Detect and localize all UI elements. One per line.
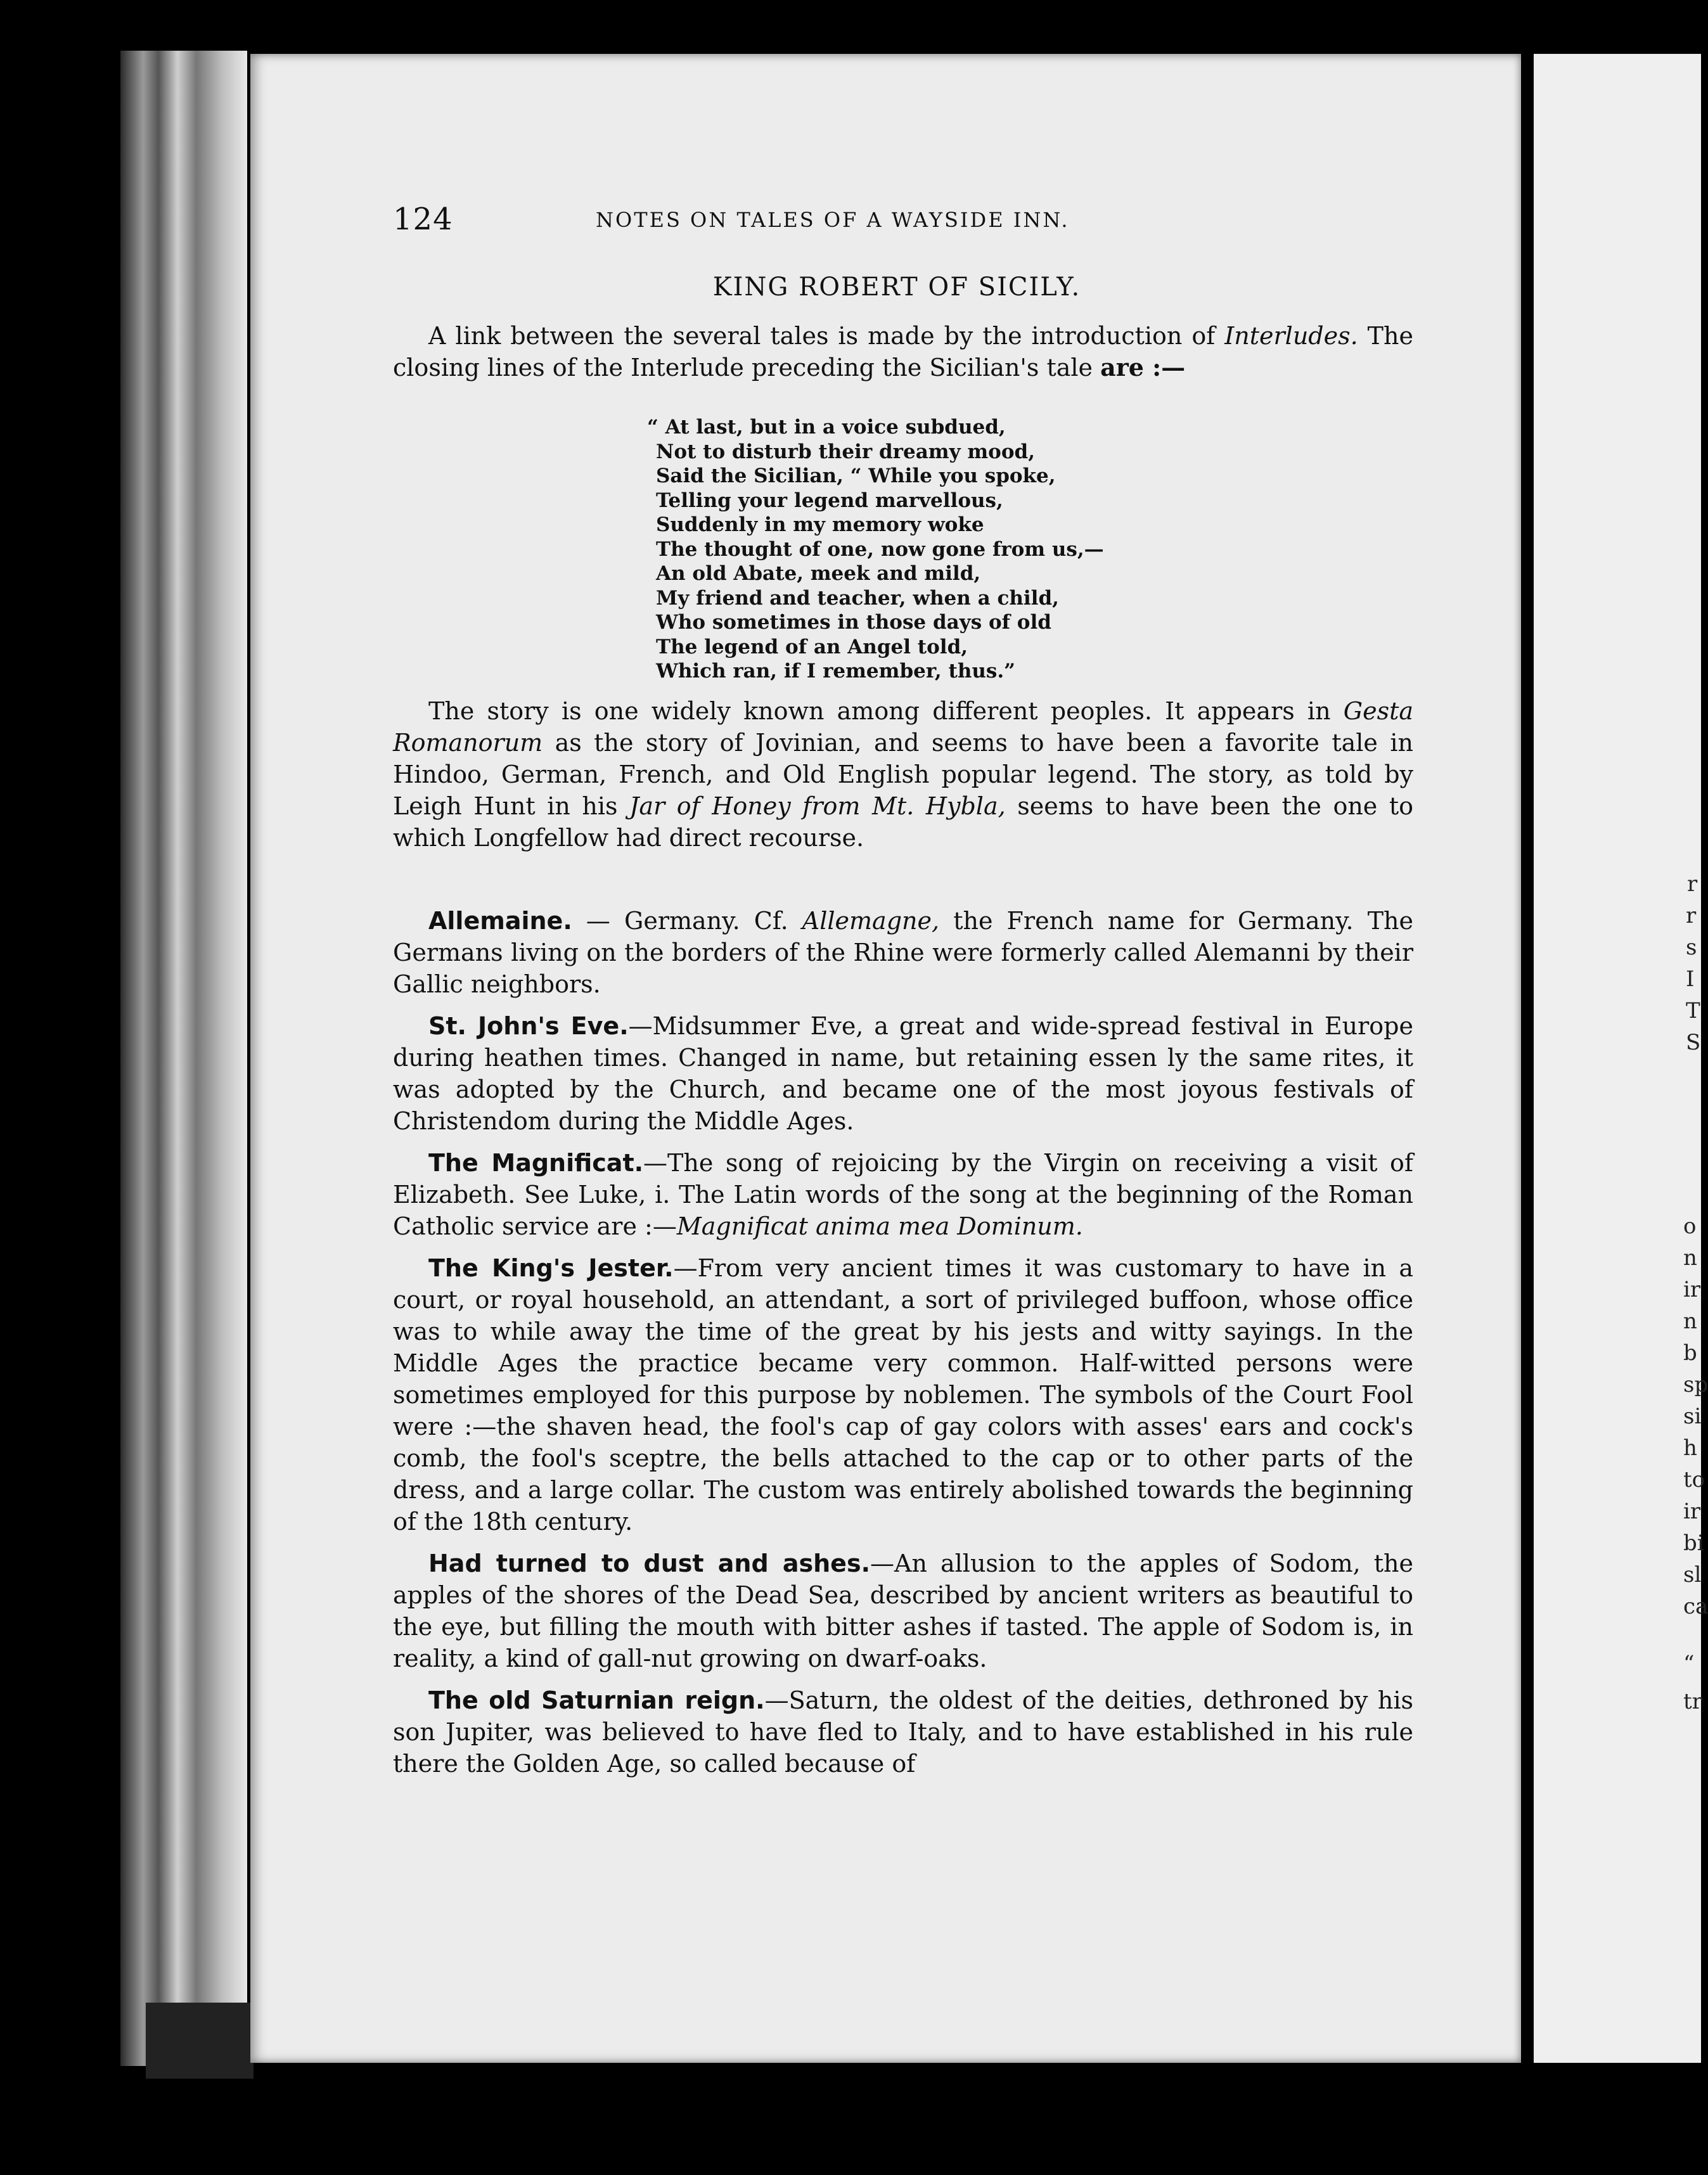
glossary-text: —Saturn, the oldest of the deities, dethroned by his son Jupiter, was believed to have fled to Italy, and to have established in his rule there the Golden Age, so called because of	[393, 1686, 1413, 1778]
next-page-fragment: n	[1683, 1245, 1697, 1271]
verse-line: Telling your legend marvellous,	[656, 489, 1003, 512]
running-header	[393, 202, 1185, 240]
glossary-term: Allemaine.	[428, 907, 572, 935]
glossary-notes	[393, 905, 1413, 1790]
verse-line: Which ran, if I remember, thus.”	[656, 660, 1015, 683]
glossary-entry-st-johns-eve	[393, 1010, 1413, 1137]
verse-line: The thought of one, now gone from us,—	[656, 537, 1104, 561]
glossary-entry-allemaine	[393, 905, 1413, 1000]
next-page-fragment: s	[1686, 935, 1697, 960]
story-paragraph	[393, 695, 1413, 854]
glossary-text: —The song of rejoicing by the Virgin on receiving a visit of Elizabeth. See Luke, i. The Latin words of the song at the beginning of the Roman Catholic service are :—	[393, 1149, 1413, 1240]
story-italic: Gesta Romanorum	[393, 697, 1413, 757]
verse-line: The legend of an Angel told,	[656, 635, 968, 658]
glossary-entry-kings-jester	[393, 1252, 1413, 1537]
verse-line: “ At last, but in a voice subdued,	[647, 416, 1006, 439]
next-page-fragment: n	[1683, 1309, 1697, 1334]
next-page-fragment: I	[1686, 966, 1695, 992]
glossary-italic: Magnificat anima mea Dominum.	[676, 1212, 1083, 1240]
next-page-fragment: ca	[1683, 1594, 1708, 1619]
glossary-text: the French name for Germany. The Germans living on the borders of the Rhine were formerly called Alemanni by their Gallic neighbors.	[393, 907, 1413, 998]
verse-line: Said the Sicilian, “ While you spoke,	[656, 465, 1056, 487]
glossary-text: —An allusion to the apples of Sodom, the apples of the shores of the Dead Sea, described by ancient writers as beautiful to the eye, but filling the mouth with bitter ashes if tasted. The apple of Sodom is, in reality, a kind of gall-nut growing on dwarf-oaks.	[393, 1549, 1414, 1672]
glossary-entry-magnificat	[393, 1147, 1413, 1242]
intro-italic: Interludes.	[1224, 322, 1358, 350]
next-page-fragment: to	[1683, 1467, 1705, 1492]
next-page-fragment: S	[1686, 1030, 1701, 1055]
section-title: KING ROBERT OF SICILY.	[712, 273, 1081, 302]
glossary-entry-dust-and-ashes	[393, 1548, 1413, 1674]
story-text: The story is one widely known among different peoples. It appears in	[428, 697, 1344, 725]
verse-quotation	[647, 415, 1188, 684]
running-title: NOTES ON TALES OF A WAYSIDE INN.	[596, 208, 1070, 232]
next-page-fragment: ir	[1683, 1499, 1701, 1524]
glossary-term: The Magnificat.	[428, 1149, 644, 1177]
intro-paragraph	[393, 320, 1413, 383]
glossary-italic: Allemagne,	[802, 907, 940, 935]
verse-line: An old Abate, meek and mild,	[656, 562, 981, 585]
next-page-fragment: si	[1683, 1404, 1702, 1429]
page-number: 124	[393, 202, 453, 237]
next-page-fragment: “	[1683, 1651, 1695, 1676]
intro-text: The closing lines of the Interlude preceding the Sicilian's tale	[393, 322, 1413, 382]
next-page-fragment: T	[1686, 998, 1700, 1023]
intro-text: A link between the several tales is made by the introduction of	[428, 322, 1225, 350]
next-page-fragment: r	[1686, 903, 1697, 928]
glossary-text: — Germany. Cf.	[572, 907, 802, 935]
verse-line: My friend and teacher, when a child,	[656, 586, 1059, 610]
next-page-fragment: bi	[1683, 1530, 1704, 1556]
glossary-text: —Midsummer Eve, a great and wide-spread festival in Europe during heathen times. Changed in name, but retaining essen ly the same rites, it was adopted by the Church, and became one of the most joyous festivals of Christendom during the Middle Ages.	[393, 1012, 1413, 1135]
next-page-fragment: sp	[1683, 1372, 1708, 1397]
book-page-edges	[120, 51, 247, 2066]
glossary-entry-saturnian-reign	[393, 1684, 1413, 1780]
intro-lead-in: are :—	[1100, 353, 1186, 382]
glossary-term: The old Saturnian reign.	[428, 1686, 765, 1714]
next-page-fragment: h	[1683, 1435, 1697, 1461]
verse-line: Who sometimes in those days of old	[656, 611, 1051, 634]
next-page-fragment: ir	[1683, 1277, 1701, 1302]
next-page-fragment: sl	[1683, 1562, 1702, 1588]
glossary-term: St. John's Eve.	[428, 1012, 629, 1040]
book-binding	[146, 2003, 254, 2079]
story-text: seems to have been the one to which Longfellow had direct recourse.	[393, 792, 1414, 852]
story-text: as the story of Jovinian, and seems to have been a favorite tale in Hindoo, German, French, and Old English popular legend. The story, as told by Leigh Hunt in his	[393, 729, 1413, 820]
verse-line: Not to disturb their dreamy mood,	[656, 440, 1036, 463]
next-page-fragment: r	[1687, 871, 1698, 897]
next-page-fragment: o	[1683, 1214, 1697, 1239]
glossary-term: Had turned to dust and ashes.	[428, 1549, 871, 1577]
next-page-fragment: tr	[1683, 1689, 1702, 1714]
next-page-fragment: b	[1683, 1340, 1697, 1366]
next-page-edge	[1534, 54, 1708, 2063]
glossary-text: —From very ancient times it was customary to have in a court, or royal household, an attendant, a sort of privileged buffoon, whose office was to while away the time of the great by his jests and witty sayings. In the Middle Ages the practice became very common. Half-witted persons were sometimes employed for this purpose by noblemen. The symbols of the Court Fool were :—the shaven head, the fool's cap of gay colors with asses' ears and cock's comb, the fool's sceptre, the bells attached to the cap or to other parts of the dress, and a large collar. The custom was entirely abolished towards the beginning of the 18th century.	[393, 1254, 1413, 1536]
story-italic: Jar of Honey from Mt. Hybla,	[629, 792, 1006, 820]
glossary-term: The King's Jester.	[428, 1254, 674, 1282]
verse-line: Suddenly in my memory woke	[656, 513, 984, 536]
